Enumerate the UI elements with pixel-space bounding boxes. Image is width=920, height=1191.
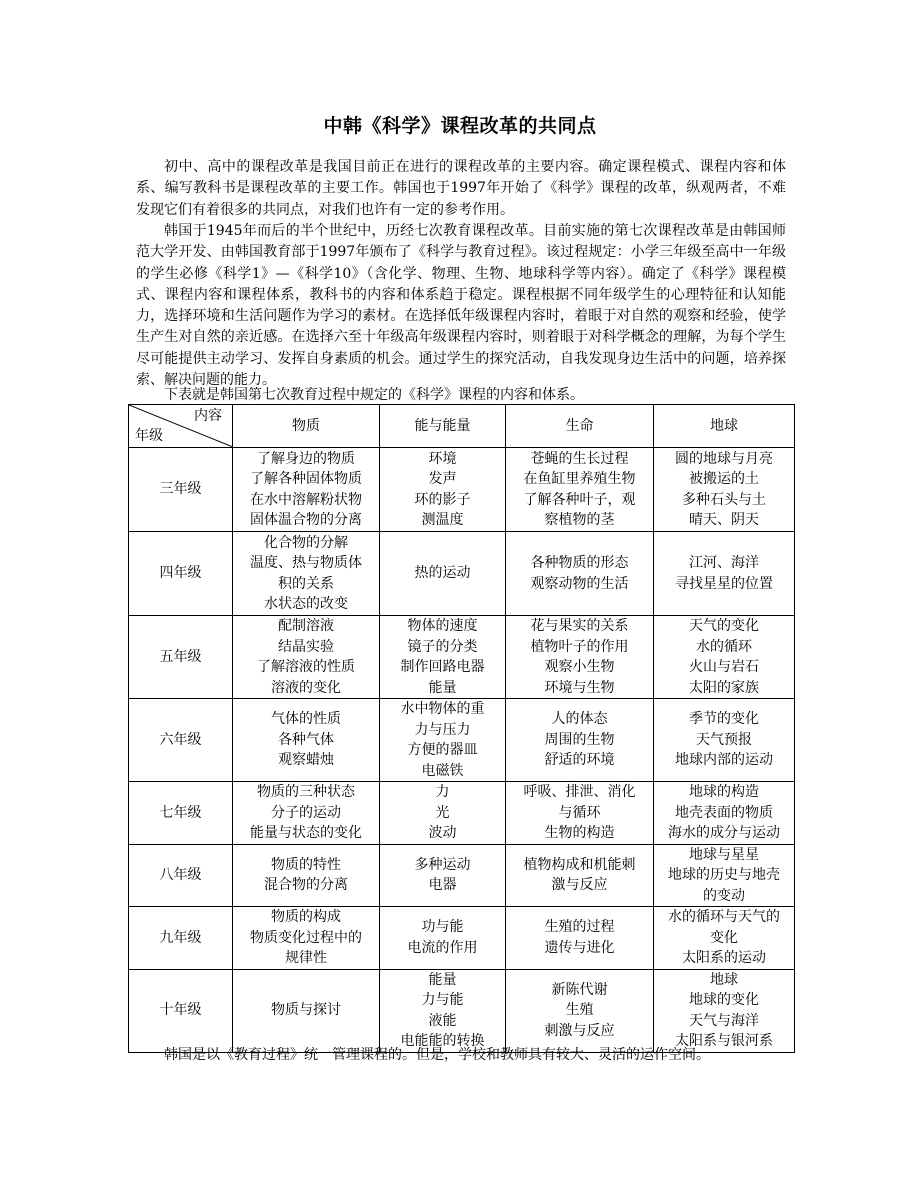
content-cell	[506, 969, 654, 1052]
cell-line: 能量与状态的变化	[250, 825, 362, 841]
cell-line: 结晶实验	[278, 638, 334, 655]
content-cell	[506, 907, 654, 970]
cell-line: 水状态的改变	[264, 596, 348, 612]
cell-line: 液能	[428, 1012, 457, 1029]
cell-line: 温度、热与物质体	[250, 555, 362, 571]
cell-line: 功与能	[421, 919, 464, 936]
cell-line: 激与反应	[551, 877, 608, 894]
cell-line: 水的循环与天气的	[668, 909, 780, 925]
cell-line: 力与压力	[414, 721, 471, 738]
table-corner-cell	[129, 405, 233, 448]
cell-line: 地球的构造	[689, 784, 759, 800]
content-cell	[654, 782, 795, 845]
cell-line: 物质的构成	[271, 909, 341, 925]
cell-line: 观察动物的生活	[530, 575, 629, 592]
cell-line: 规律性	[285, 950, 327, 966]
cell-line: 电流的作用	[407, 939, 478, 956]
cell-line: 多种石头与土	[682, 491, 766, 508]
cell-line: 积的关系	[278, 575, 334, 592]
cell-line: 各种气体	[278, 731, 334, 748]
cell-line: 海水的成分与运动	[668, 825, 780, 841]
cell-line: 观察蜡烛	[278, 752, 334, 769]
grade-cell: 十年级	[129, 969, 233, 1052]
cell-line: 季节的变化	[689, 711, 759, 728]
cell-line: 热的运动	[414, 565, 471, 582]
cell-line: 周围的生物	[544, 731, 615, 748]
grade-cell: 四年级	[129, 532, 233, 616]
table-row	[129, 448, 795, 532]
content-cell	[506, 782, 654, 845]
cell-line: 太阳系的运动	[682, 950, 766, 966]
cell-line: 江河、海洋	[689, 555, 759, 571]
cell-line: 地球与星星	[689, 846, 759, 863]
cell-line: 环境与生物	[544, 679, 615, 696]
cell-line: 植物构成和机能刺	[523, 856, 636, 873]
cell-line: 在水中溶解粉状物	[250, 491, 362, 508]
content-cell	[654, 907, 795, 970]
header-energy: 能与能量	[380, 405, 506, 448]
content-cell	[380, 844, 506, 907]
cell-line: 观察小生物	[544, 659, 615, 675]
cell-line: 天气的变化	[689, 618, 759, 634]
cell-line: 晴天、阴天	[689, 512, 759, 528]
cell-line: 配制溶液	[278, 618, 334, 634]
corner-label-grade: 年级	[135, 427, 163, 444]
content-cell	[233, 782, 380, 845]
cell-line: 地壳表面的物质	[675, 804, 773, 821]
curriculum-table	[128, 404, 795, 1053]
content-cell	[380, 907, 506, 970]
content-cell	[654, 969, 795, 1052]
cell-line: 物体的速度	[407, 618, 478, 634]
content-cell	[233, 699, 380, 782]
cell-line: 分子的运动	[271, 804, 341, 821]
cell-line: 变化	[710, 929, 738, 946]
cell-line: 方便的器皿	[407, 742, 478, 758]
cell-line: 力与能	[421, 992, 464, 1008]
cell-line: 物质的三种状态	[257, 784, 355, 800]
cell-line: 化合物的分解	[264, 534, 348, 551]
cell-line: 了解身边的物质	[257, 450, 355, 467]
cell-line: 花与果实的关系	[530, 618, 629, 634]
cell-line: 了解各种叶子，观	[523, 491, 636, 508]
paragraph-intro: 初中、高中的课程改革是我国目前正在进行的课程改革的主要内容。确定课程模式、课程内容和体系、编写教科书是课程改革的主要工作。韩国也于1997年开始了《科学》课程的改革，纵观两者，不难发现它们有着很多的共同点，对我们也许有一定的参考作用。	[136, 159, 786, 218]
cell-line: 力	[435, 784, 450, 800]
content-cell	[380, 448, 506, 532]
content-cell	[233, 907, 380, 970]
cell-line: 电磁铁	[421, 762, 464, 779]
cell-line: 圆的地球与月亮	[675, 450, 773, 467]
cell-line: 地球	[710, 971, 738, 988]
cell-line: 溶液的变化	[271, 679, 341, 696]
paragraph-history: 韩国于1945年而后的半个世纪中，历经七次教育课程改革。目前实施的第七次课程改革是由韩国师范大学开发、由韩国教育部于1997年颁布了《科学与教育过程》。该过程规定：小学三年级至高中一年级的学生必修《科学1》—《科学10》（含化学、物理、生物、地球科学等内容）。确定了《科学》课程模式、课程内容和课程体系，教科书的内容和体系趋于稳定。课程根据不同年级学生的心理特征和认知能力，选择环境和生活问题作为学习的素材。在选择低年级课程内容时，着眼于对自然的观察和经验，使学生产生对自然的亲近感。在选择六至十年级高年级课程内容时，则着眼于对科学概念的理解，为每个学生尽可能提供主动学习、发挥自身素质的机会。通过学生的探究活动，自我发现身边生活中的问题，培养探索、解决问题的能力。	[136, 223, 786, 389]
paragraph-table-intro: 下表就是韩国第七次教育过程中规定的《科学》课程的内容和体系。	[164, 387, 584, 403]
cell-line: 物质变化过程中的	[250, 929, 362, 946]
grade-cell: 六年级	[129, 699, 233, 782]
cell-line: 了解溶液的性质	[257, 659, 355, 675]
table-row	[129, 616, 795, 699]
cell-line: 物质的特性	[271, 856, 341, 873]
cell-line: 在鱼缸里养殖生物	[523, 471, 636, 487]
cell-line: 制作回路电器	[400, 659, 485, 675]
cell-line: 太阳的家族	[689, 679, 759, 696]
cell-line: 刺激与反应	[544, 1022, 615, 1039]
page-title: 中韩《科学》课程改革的共同点	[323, 115, 597, 137]
cell-line: 生殖的过程	[544, 919, 615, 936]
cell-line: 能量	[428, 971, 457, 988]
content-cell	[380, 699, 506, 782]
cell-line: 的变动	[703, 887, 745, 904]
cell-line: 环境	[428, 450, 457, 467]
content-cell	[506, 448, 654, 532]
grade-cell: 三年级	[129, 448, 233, 532]
content-cell	[654, 844, 795, 907]
cell-line: 气体的性质	[271, 711, 341, 728]
cell-line: 水中物体的重	[400, 701, 485, 717]
cell-line: 与循环	[558, 804, 601, 821]
content-cell	[506, 532, 654, 616]
cell-line: 环的影子	[414, 491, 471, 508]
cell-line: 寻找星星的位置	[675, 575, 773, 592]
content-cell	[233, 844, 380, 907]
header-life: 生命	[506, 405, 654, 448]
cell-line: 物质与探讨	[271, 1002, 341, 1019]
cell-line: 测温度	[421, 512, 464, 528]
content-cell	[233, 532, 380, 616]
cell-line: 固体温合物的分离	[250, 512, 362, 528]
cell-line: 波动	[428, 825, 457, 841]
cell-line: 光	[435, 804, 450, 821]
cell-line: 能量	[428, 679, 457, 696]
cell-line: 地球内部的运动	[675, 752, 773, 769]
cell-line: 天气预报	[696, 731, 752, 748]
cell-line: 被搬运的土	[689, 471, 759, 487]
table-row	[129, 699, 795, 782]
cell-line: 火山与岩石	[689, 659, 759, 675]
content-cell	[380, 969, 506, 1052]
cell-line: 水的循环	[696, 638, 752, 655]
content-cell	[233, 616, 380, 699]
header-earth: 地球	[654, 405, 795, 448]
content-cell	[233, 969, 380, 1052]
cell-line: 苍蝇的生长过程	[530, 450, 629, 467]
table-row	[129, 969, 795, 1052]
cell-line: 天气与海洋	[689, 1012, 759, 1029]
cell-line: 生殖	[565, 1002, 594, 1019]
cell-line: 电能能的转换	[400, 1033, 485, 1049]
content-cell	[380, 782, 506, 845]
corner-label-content: 内容	[194, 408, 222, 424]
content-cell	[380, 616, 506, 699]
content-cell	[654, 532, 795, 616]
cell-line: 太阳系与银河系	[675, 1033, 773, 1049]
content-cell	[506, 616, 654, 699]
cell-line: 镜子的分类	[407, 638, 478, 655]
content-cell	[654, 699, 795, 782]
cell-line: 人的体态	[551, 711, 608, 728]
grade-cell: 八年级	[129, 844, 233, 907]
content-cell	[654, 448, 795, 532]
cell-line: 多种运动	[414, 856, 471, 873]
table-row	[129, 532, 795, 616]
cell-line: 地球的变化	[689, 992, 759, 1008]
cell-line: 各种物质的形态	[530, 555, 629, 571]
cell-line: 混合物的分离	[264, 877, 348, 894]
cell-line: 舒适的环境	[544, 752, 615, 769]
content-cell	[233, 448, 380, 532]
cell-line: 生物的构造	[544, 825, 615, 841]
cell-line: 植物叶子的作用	[530, 638, 629, 655]
cell-line: 电器	[428, 877, 457, 894]
content-cell	[506, 844, 654, 907]
content-cell	[654, 616, 795, 699]
grade-cell: 七年级	[129, 782, 233, 845]
cell-line: 发声	[428, 471, 457, 487]
grade-cell: 九年级	[129, 907, 233, 970]
table-row	[129, 907, 795, 970]
cell-line: 遗传与进化	[544, 939, 615, 956]
grade-cell: 五年级	[129, 616, 233, 699]
table-row	[129, 782, 795, 845]
cell-line: 察植物的茎	[544, 512, 615, 528]
cell-line: 新陈代谢	[551, 981, 608, 998]
content-cell	[506, 699, 654, 782]
table-header-row	[129, 405, 795, 448]
table-row	[129, 844, 795, 907]
header-matter: 物质	[233, 405, 380, 448]
cell-line: 了解各种固体物质	[250, 471, 362, 487]
cell-line: 呼吸、排泄、消化	[523, 784, 636, 800]
cell-line: 地球的历史与地壳	[668, 867, 780, 883]
closing-paragraph: 韩国是以《教育过程》统一管理课程的。但是，学校和教师具有较大、灵活的运作空间。	[164, 1047, 710, 1063]
content-cell	[380, 532, 506, 616]
